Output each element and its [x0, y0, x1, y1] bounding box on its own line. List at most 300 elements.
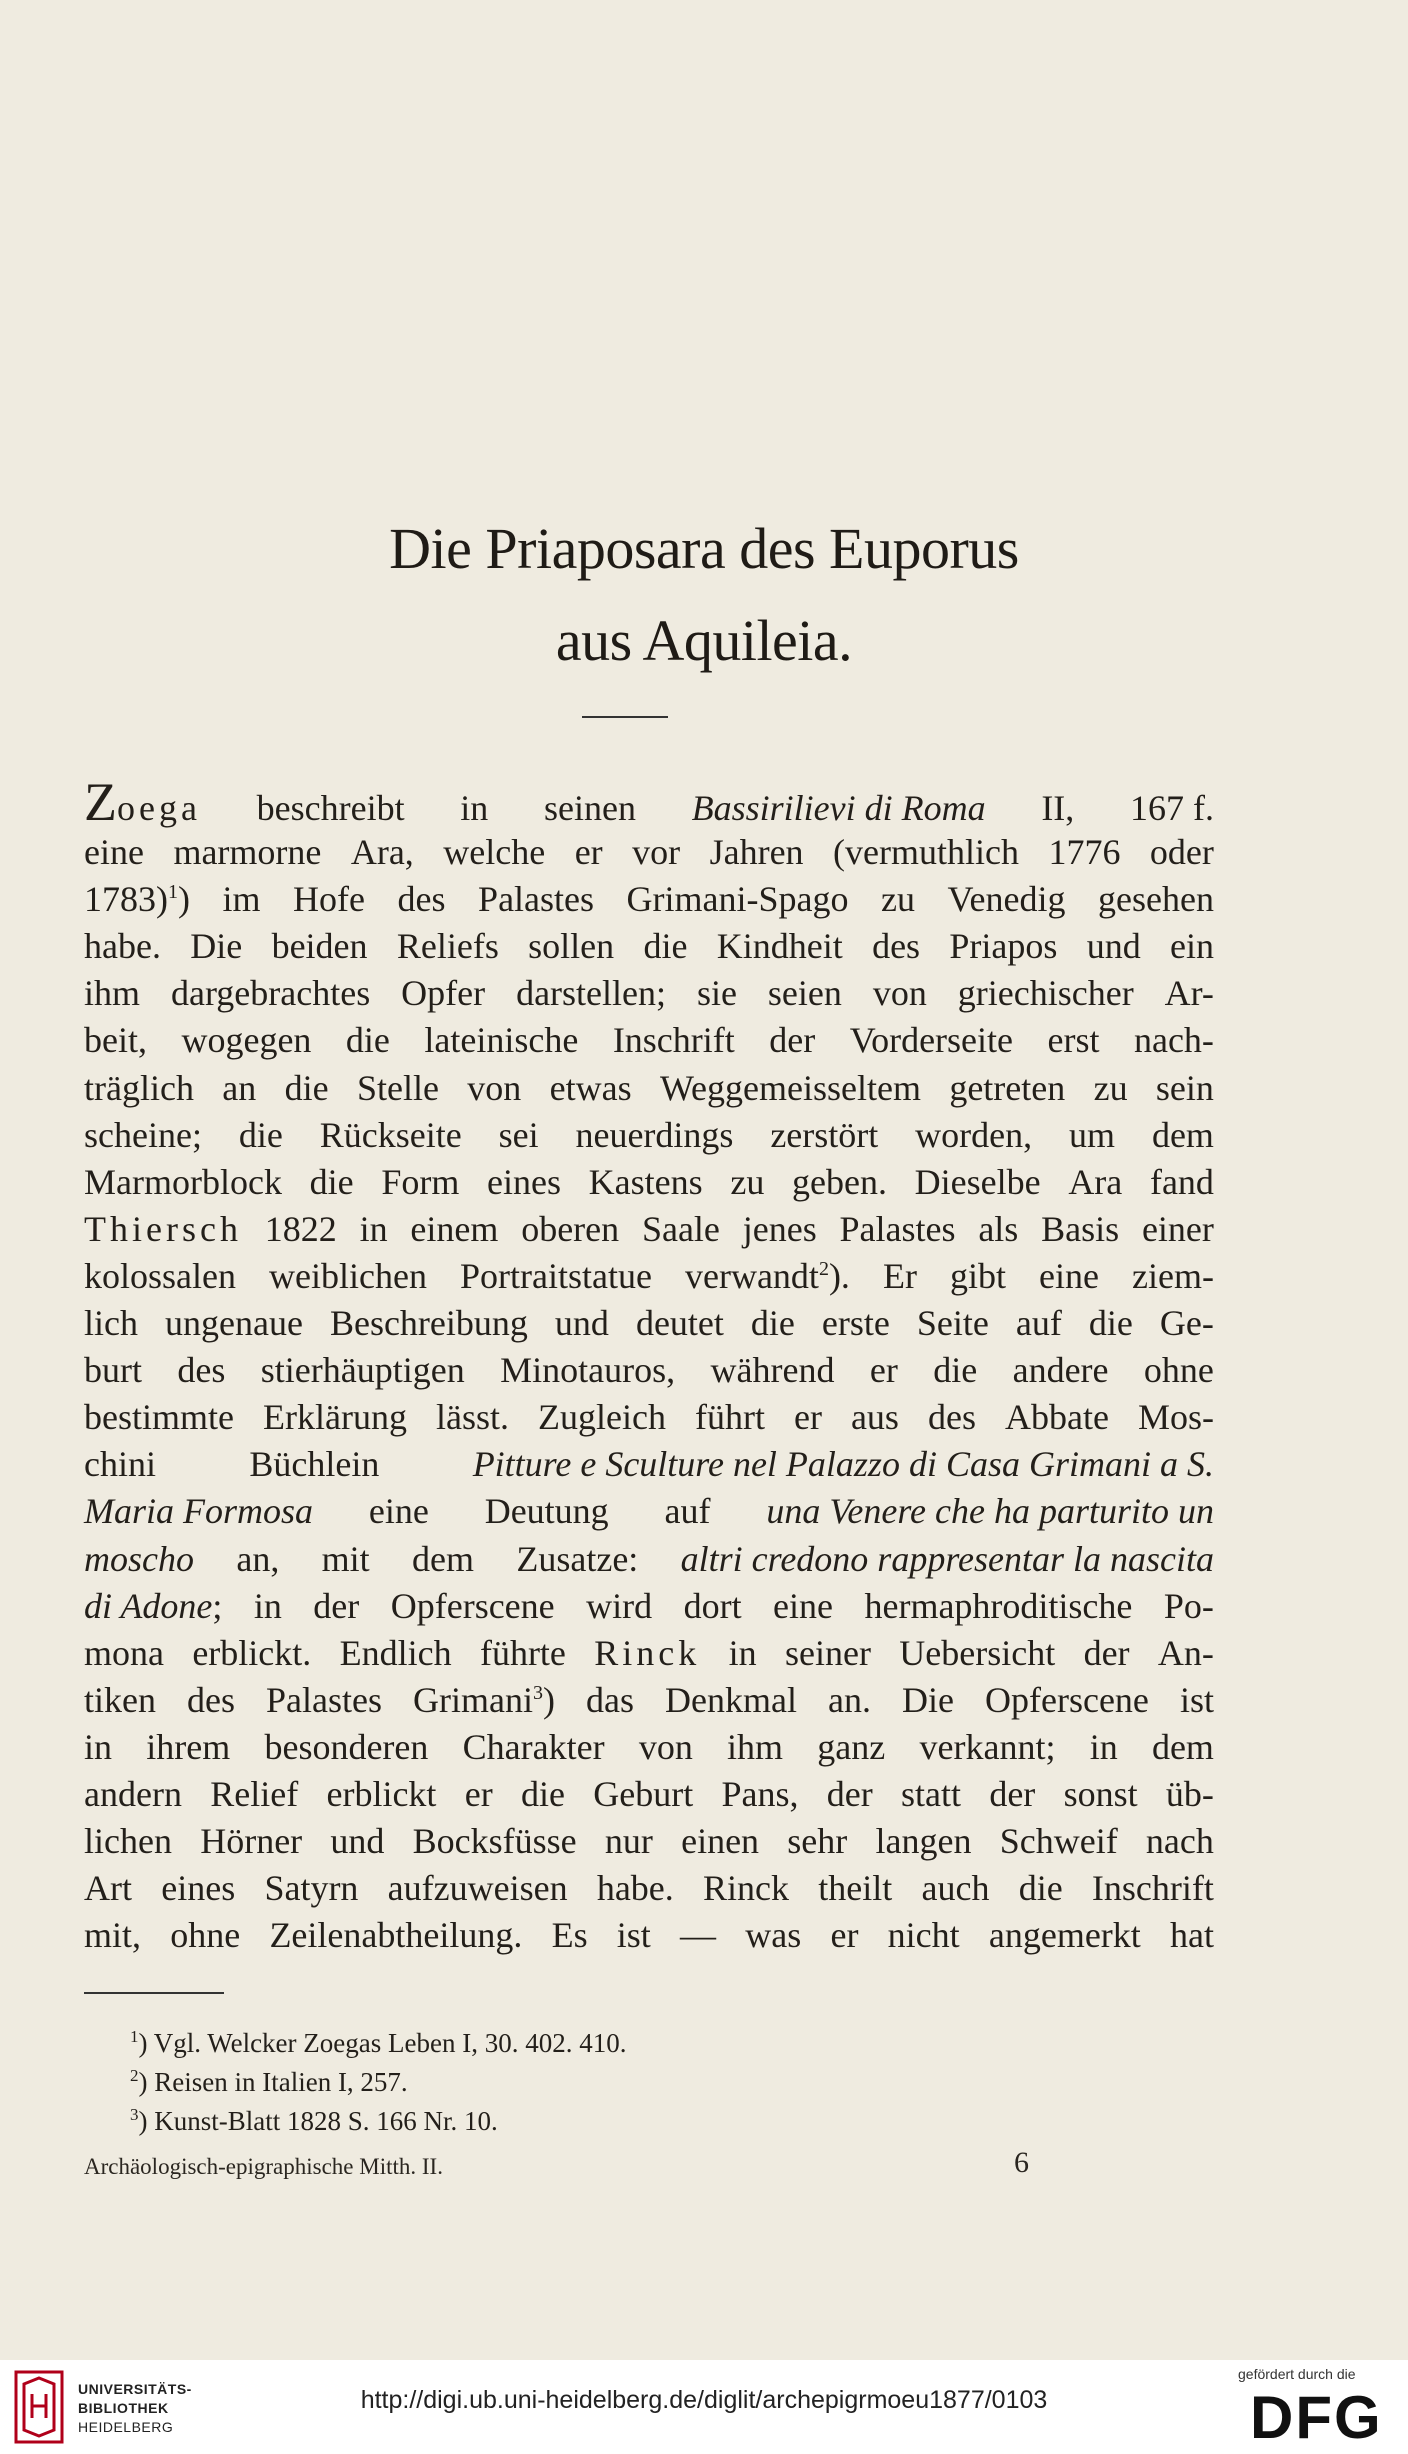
word: seien	[767, 973, 842, 1014]
word: mit	[321, 1538, 370, 1579]
word-group	[401, 970, 485, 1017]
word-group	[586, 1677, 634, 1724]
word: worden,	[915, 1114, 1033, 1155]
word-group	[263, 1394, 407, 1441]
word-group	[84, 1583, 222, 1630]
word-group	[745, 1912, 801, 1959]
word: gibt	[949, 1255, 1006, 1296]
word: Jahren	[709, 832, 804, 873]
word: aufzuweisen	[387, 1868, 568, 1909]
word: ).	[828, 1255, 850, 1296]
text-line	[84, 1300, 1214, 1347]
word: nach	[1145, 1821, 1214, 1862]
word-group	[617, 1912, 651, 1959]
word: Geburt	[593, 1773, 694, 1814]
word-group	[398, 876, 446, 923]
word-group	[84, 1347, 142, 1394]
word: in	[728, 1632, 757, 1673]
footnote-mark: 2	[130, 2066, 139, 2085]
word-group	[888, 1912, 960, 1959]
word: Zeilenabtheilung.	[269, 1915, 523, 1956]
word: eine	[1039, 1255, 1099, 1296]
word-group	[544, 785, 636, 832]
word-group	[254, 1583, 282, 1630]
text-line	[84, 1159, 1214, 1206]
text-line	[84, 1818, 1214, 1865]
library-name-line-1: UNIVERSITÄTS-	[78, 2381, 192, 2397]
word: erblickt	[326, 1773, 437, 1814]
word-group	[84, 1300, 138, 1347]
word-group	[770, 1112, 878, 1159]
word-group	[388, 1865, 568, 1912]
footnote-text: ) Kunst-Blatt 1828 S. 166 Nr. 10.	[138, 2106, 498, 2136]
word-group	[436, 1394, 509, 1441]
word-group	[413, 1677, 555, 1724]
word: Opferscene	[985, 1679, 1149, 1720]
word-group	[239, 1112, 283, 1159]
word-group	[397, 923, 499, 970]
word-group	[460, 785, 488, 832]
word-group	[500, 1347, 675, 1394]
word: des	[397, 879, 446, 920]
word: dem	[1151, 1114, 1214, 1155]
word: altri credono rappresentar la nascita	[680, 1538, 1214, 1579]
word-group	[1048, 829, 1120, 876]
word: und	[330, 1821, 385, 1862]
word: fand	[1149, 1161, 1214, 1202]
word-group	[210, 1771, 298, 1818]
word: lichen	[84, 1821, 172, 1862]
word: Rückseite	[319, 1114, 462, 1155]
word-group	[1092, 1865, 1214, 1912]
word: er	[793, 1397, 822, 1438]
word: ist	[1179, 1679, 1214, 1720]
word-group	[1084, 1630, 1130, 1677]
word: in	[359, 1208, 388, 1249]
word-group	[1094, 1065, 1128, 1112]
funding-caption: gefördert durch die	[1238, 2366, 1356, 2382]
word-group	[269, 1912, 522, 1959]
word-group	[555, 1300, 609, 1347]
word: oberen	[521, 1208, 620, 1249]
word: sonst	[1063, 1773, 1138, 1814]
word: zu	[730, 1161, 765, 1202]
word-group	[985, 1677, 1149, 1724]
word-group	[721, 1771, 798, 1818]
word-group	[478, 876, 594, 923]
word: der	[826, 1773, 873, 1814]
text-line	[84, 1394, 1214, 1441]
text-line	[84, 970, 1214, 1017]
word: eines	[487, 1161, 561, 1202]
word-group	[589, 1159, 703, 1206]
text-line	[84, 1724, 1214, 1771]
word: ihrem	[146, 1726, 231, 1767]
word: An-	[1157, 1632, 1214, 1673]
word: Ara	[1068, 1161, 1123, 1202]
word-group	[463, 1724, 605, 1771]
word-group	[632, 829, 680, 876]
word: Relief	[210, 1773, 299, 1814]
word-group	[685, 1253, 850, 1300]
word: ;	[212, 1585, 223, 1626]
word: Seite	[916, 1303, 989, 1344]
word-group	[768, 970, 842, 1017]
word-group	[177, 1347, 225, 1394]
word: Reliefs	[396, 926, 499, 967]
word: wird	[586, 1585, 653, 1626]
word-group	[1000, 1818, 1118, 1865]
word: Opferscene	[390, 1585, 555, 1626]
footnote-ref: 2	[818, 1257, 829, 1280]
word-group	[773, 1583, 833, 1630]
word: Ara,	[350, 832, 414, 873]
word-group	[1069, 1112, 1115, 1159]
word: lich	[84, 1303, 138, 1344]
word: jenes	[742, 1208, 817, 1249]
word-group	[681, 1818, 759, 1865]
word: Beschreibung	[329, 1303, 528, 1344]
word: Hörner	[200, 1821, 303, 1862]
word: und	[1086, 926, 1141, 967]
word-group	[627, 876, 849, 923]
word-group	[1087, 923, 1141, 970]
word-group	[84, 1159, 282, 1206]
text-line	[84, 1583, 1214, 1630]
word-group	[684, 1583, 742, 1630]
word: habe.	[596, 1868, 674, 1909]
word-group	[933, 1347, 977, 1394]
text-line	[84, 772, 1214, 832]
word: was	[745, 1915, 802, 1956]
word: ohne	[170, 1915, 241, 1956]
word: von	[872, 973, 927, 1014]
word-group	[340, 1630, 452, 1677]
word-group	[473, 1441, 1214, 1488]
text-line	[84, 1347, 1214, 1394]
word-group	[660, 1065, 921, 1112]
word-group	[915, 1112, 1032, 1159]
word: )	[178, 879, 190, 920]
word-group	[467, 1065, 521, 1112]
word: wogegen	[181, 1020, 312, 1061]
word-group	[528, 923, 614, 970]
text-line	[84, 1912, 1214, 1959]
footnote-ref: 3	[533, 1681, 543, 1704]
word: theilt	[818, 1868, 893, 1909]
word-group	[989, 1771, 1035, 1818]
word-group	[257, 785, 405, 832]
word: Maria Formosa	[84, 1491, 314, 1532]
footnote-2	[130, 2063, 626, 2102]
word: Opfer	[401, 973, 486, 1014]
word-group	[1013, 1347, 1109, 1394]
word: langen	[875, 1821, 972, 1862]
word-group	[883, 1253, 917, 1300]
word: dem	[1151, 1726, 1214, 1767]
word: ist	[616, 1915, 651, 1956]
word: Büchlein	[249, 1444, 380, 1485]
word: führte	[479, 1632, 566, 1673]
word-group	[605, 1818, 653, 1865]
word: 1822	[264, 1208, 337, 1249]
word-group	[1068, 1159, 1122, 1206]
word-group	[381, 1159, 459, 1206]
word-group	[84, 1724, 112, 1771]
word-group	[850, 1017, 1013, 1064]
word-group	[822, 1300, 890, 1347]
permalink-url[interactable]: http://digi.ub.uni-heidelberg.de/diglit/archepigrmoeu1877/0103	[360, 2386, 1048, 2414]
word: hat	[1170, 1915, 1214, 1956]
word-group	[410, 1206, 498, 1253]
word: gesehen	[1098, 879, 1214, 920]
word: deutet	[635, 1303, 724, 1344]
dfg-logo[interactable]: DFG	[1250, 2384, 1383, 2451]
word-group	[873, 970, 927, 1017]
word-group	[597, 1865, 674, 1912]
word: nicht	[887, 1915, 960, 1956]
text-line	[84, 1017, 1214, 1064]
word: burt	[84, 1350, 142, 1391]
word-group	[84, 1206, 242, 1253]
word-group	[538, 1394, 666, 1441]
word: die	[284, 1067, 329, 1108]
word: ihm	[727, 1726, 784, 1767]
word: oega	[117, 788, 201, 828]
word: die	[309, 1161, 354, 1202]
word-group	[222, 1065, 256, 1112]
word-group	[249, 1441, 379, 1488]
word: Vorderseite	[849, 1020, 1014, 1061]
word-group	[84, 1253, 236, 1300]
word: seiner	[784, 1632, 871, 1673]
word: während	[710, 1350, 835, 1391]
word: griechischer	[957, 973, 1134, 1014]
word: Venedig	[947, 879, 1066, 920]
word: im	[222, 879, 261, 920]
word-group	[1089, 1300, 1133, 1347]
word-group	[161, 1865, 235, 1912]
word-group	[665, 1677, 797, 1724]
word-group	[899, 1630, 1055, 1677]
word-group	[830, 1912, 858, 1959]
word: andere	[1012, 1350, 1109, 1391]
word-group	[948, 876, 1066, 923]
word: Schweif	[999, 1821, 1118, 1862]
word-group	[84, 829, 144, 876]
word: sei	[498, 1114, 539, 1155]
word-group	[269, 1253, 427, 1300]
word: Z	[84, 772, 117, 832]
viewer-footer	[0, 2360, 1408, 2454]
word-group	[84, 970, 140, 1017]
word-group	[1158, 1630, 1214, 1677]
word: zu	[1093, 1067, 1128, 1108]
word-group	[360, 1206, 388, 1253]
word-group	[594, 1630, 700, 1677]
word: Pans,	[721, 1773, 799, 1814]
word: statt	[901, 1773, 962, 1814]
word-group	[351, 829, 414, 876]
word-group	[840, 1206, 956, 1253]
word: Kindheit	[716, 926, 843, 967]
word: ihm	[84, 973, 141, 1014]
word: sie	[696, 973, 737, 1014]
word: sein	[1155, 1067, 1214, 1108]
word-group	[586, 1583, 652, 1630]
text-line	[84, 1536, 1214, 1583]
word-group	[787, 1818, 847, 1865]
word-group	[173, 829, 321, 876]
word: Deutung	[484, 1491, 609, 1532]
word-group	[465, 1771, 493, 1818]
word: in	[1089, 1726, 1118, 1767]
page-title-line-1: Die Priaposara des Euporus	[389, 516, 1019, 581]
word-group	[711, 1347, 835, 1394]
footnote-mark: 1	[130, 2027, 139, 2046]
word-group	[200, 1818, 302, 1865]
word: una Venere che ha parturito un	[766, 1491, 1214, 1532]
word: ohne	[1143, 1350, 1214, 1391]
word: habe.	[84, 926, 161, 967]
signature-line: Archäologisch-epigraphische Mitth. II.	[84, 2154, 443, 2179]
word-group	[322, 1536, 370, 1583]
word-group	[958, 970, 1134, 1017]
word-group	[989, 1912, 1141, 1959]
word: darstellen;	[516, 973, 667, 1014]
word: Form	[381, 1161, 460, 1202]
word: die	[643, 926, 688, 967]
word: er	[869, 1350, 898, 1391]
word: verwandt	[684, 1255, 819, 1296]
word-group	[613, 1017, 735, 1064]
word: Po-	[1163, 1585, 1214, 1626]
text-line	[84, 1630, 1214, 1677]
text-line	[84, 1253, 1214, 1300]
word: an	[222, 1067, 257, 1108]
library-name-line-2: BIBLIOTHEK	[78, 2400, 169, 2416]
word: die	[345, 1020, 390, 1061]
word-group	[695, 1394, 765, 1441]
word-group	[487, 1159, 561, 1206]
word-group	[1170, 1912, 1214, 1959]
word-group	[949, 923, 1057, 970]
word-group	[593, 1771, 693, 1818]
word-group	[1152, 1724, 1214, 1771]
word-group	[357, 1065, 439, 1112]
word-group	[710, 829, 804, 876]
word-group	[697, 970, 737, 1017]
word-group	[751, 1300, 795, 1347]
word: neuerdings	[575, 1114, 734, 1155]
word: Ar-	[1164, 973, 1214, 1014]
word: eines	[161, 1868, 236, 1909]
word-group	[743, 1206, 817, 1253]
word-group	[391, 1583, 555, 1630]
word-group	[84, 1441, 156, 1488]
word-group	[1180, 1677, 1214, 1724]
word-group	[785, 1630, 871, 1677]
word: Stelle	[356, 1067, 439, 1108]
word: kolossalen	[84, 1255, 236, 1296]
word: mona	[84, 1632, 164, 1673]
word-group	[575, 1112, 733, 1159]
word-group	[1170, 923, 1214, 970]
library-name-line-3: HEIDELBERG	[78, 2419, 174, 2435]
footnote-text: ) Vgl. Welcker Zoegas Leben I, 30. 402. 410.	[138, 2028, 627, 2058]
word: Endlich	[339, 1632, 452, 1673]
word-group	[516, 1536, 638, 1583]
word-group	[636, 1300, 724, 1347]
word: erblickt.	[192, 1632, 312, 1673]
word: bestimmte	[84, 1397, 234, 1438]
title-divider	[582, 716, 668, 718]
word-group	[84, 1065, 194, 1112]
word: einen	[681, 1821, 760, 1862]
word: andern	[84, 1773, 182, 1814]
word-group	[949, 1065, 1065, 1112]
body-text	[84, 772, 1214, 1959]
word-group	[828, 1677, 871, 1724]
word-group	[521, 1771, 565, 1818]
word: Er	[882, 1255, 917, 1296]
word: in	[460, 788, 489, 828]
word-group	[818, 1865, 892, 1912]
word: erste	[821, 1303, 890, 1344]
word: die	[1088, 1303, 1133, 1344]
word-group	[369, 1488, 429, 1535]
word-group	[192, 1630, 311, 1677]
word-group	[827, 1771, 873, 1818]
word: Die	[190, 926, 243, 967]
word-group	[424, 1017, 578, 1064]
word-group	[1166, 1771, 1214, 1818]
word: Portraitstatue	[460, 1255, 652, 1296]
word: scheine;	[84, 1114, 202, 1155]
word-group	[703, 1865, 789, 1912]
word: Bocksfüsse	[412, 1821, 577, 1862]
word: des	[872, 926, 921, 967]
word-group	[84, 1912, 141, 1959]
word-group	[346, 1017, 390, 1064]
word: )	[543, 1679, 555, 1720]
word-group	[460, 1253, 652, 1300]
text-line	[84, 1865, 1214, 1912]
word-group	[876, 1818, 972, 1865]
text-line	[84, 876, 1214, 923]
word: Satyrn	[264, 1868, 359, 1909]
word: Bassirilievi di Roma	[691, 788, 986, 828]
word: etwas	[549, 1067, 632, 1108]
word-group	[1041, 1206, 1119, 1253]
word-group	[521, 1206, 619, 1253]
word-group	[1048, 1017, 1100, 1064]
text-line	[84, 1488, 1214, 1535]
word: des	[187, 1679, 235, 1720]
page-title-line-2: aus Aquileia.	[555, 608, 853, 673]
word-group	[1132, 1253, 1214, 1300]
word: die	[1018, 1868, 1063, 1909]
word-group	[330, 1818, 384, 1865]
word: auf	[1015, 1303, 1062, 1344]
word: ziem-	[1132, 1255, 1214, 1296]
word: besonderen	[264, 1726, 429, 1767]
word: an,	[236, 1538, 280, 1579]
word: einem	[410, 1208, 499, 1249]
word-group	[264, 1865, 358, 1912]
word-group	[84, 1818, 172, 1865]
word: 1776	[1048, 832, 1121, 873]
